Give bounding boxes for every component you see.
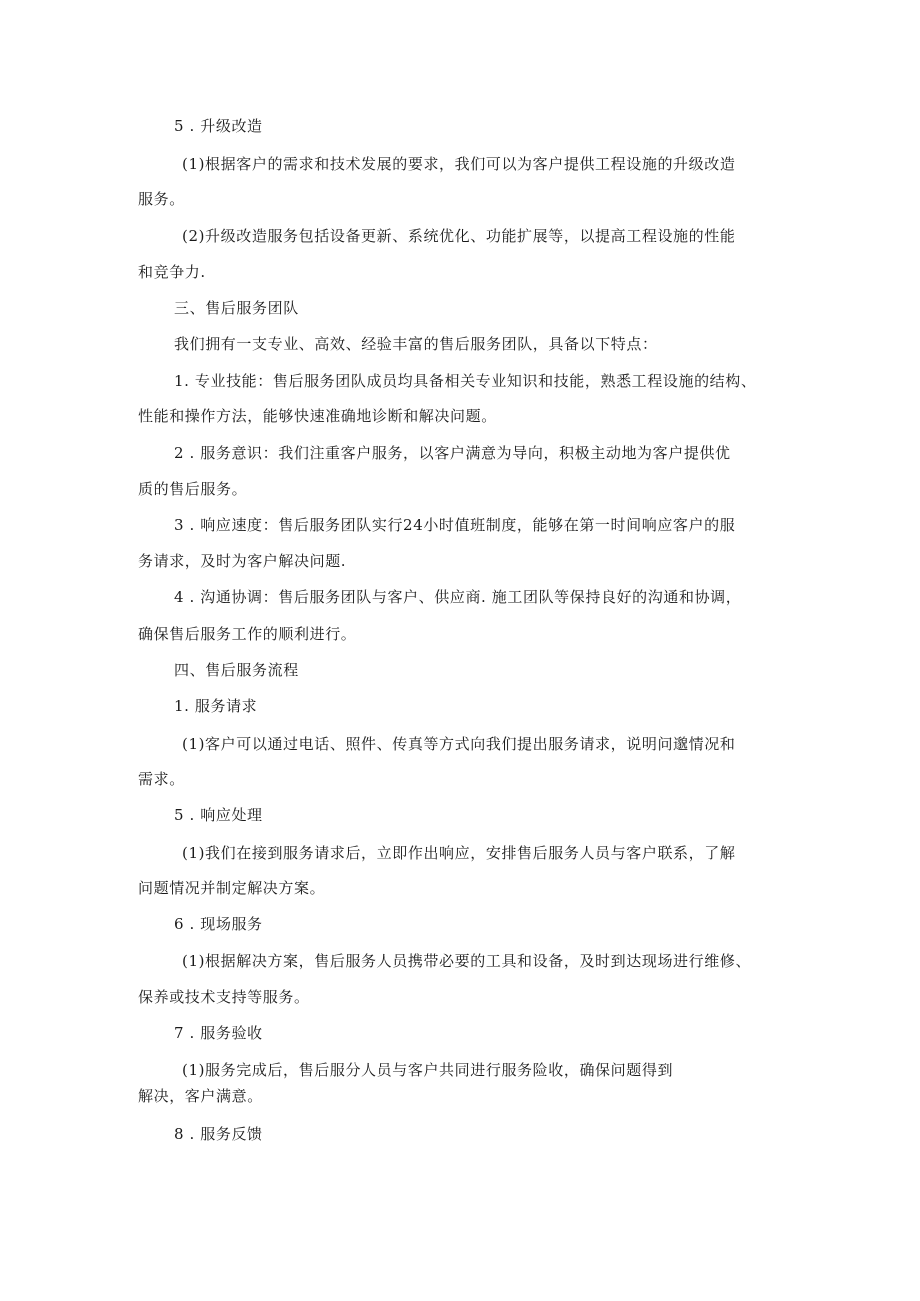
paragraph-line: 务请求，及时为客户解决问题. <box>138 552 347 570</box>
subsection-heading: 8 . 服务反馈 <box>174 1125 263 1143</box>
subsection-heading: 1. 服务请求 <box>174 697 258 715</box>
paragraph-line: (1)客户可以通过电话、照件、传真等方式向我们提出服务请求，说明问邈情况和 <box>182 735 736 753</box>
subsection-heading: 6 . 现场服务 <box>174 915 263 933</box>
paragraph-line: 服务。 <box>138 190 185 208</box>
paragraph-line: (1)服务完成后，售后服分人员与客户共同进行服务险收，确保问题得到 <box>182 1061 674 1079</box>
section-heading: 四、售后服务流程 <box>174 661 299 679</box>
paragraph-line: 3 . 响应速度：售后服务团队实行24小时值班制度，能够在第一时间响应客户的服 <box>174 516 736 534</box>
subsection-heading: 5 . 响应处理 <box>174 806 263 824</box>
paragraph-line: 和竞争力. <box>138 263 206 281</box>
paragraph-line: 我们拥有一支专业、高效、经验丰富的售后服务团队，具备以下特点： <box>174 335 658 353</box>
paragraph-line: 保养或技术支持等服务。 <box>138 988 310 1006</box>
paragraph-line: 2 . 服务意识：我们注重客户服务，以客户满意为导向，积极主动地为客户提供优 <box>174 444 731 462</box>
paragraph-line: (2)升级改造服务包括设备更新、系统优化、功能扩展等，以提高工程设施的性能 <box>182 227 736 245</box>
paragraph-line: 性能和操作方法，能够快速准确地诊断和解决问题。 <box>138 407 497 425</box>
paragraph-line: 解决，客户满意。 <box>138 1087 263 1105</box>
paragraph-line: 确保售后服务工作的顺利进行。 <box>138 625 357 643</box>
subsection-heading: 7 . 服务验收 <box>174 1024 263 1042</box>
section-heading: 三、售后服务团队 <box>174 299 299 317</box>
paragraph-line: 需求。 <box>138 770 185 788</box>
paragraph-line: 1. 专业技能：售后服务团队成员均具备相关专业知识和技能，熟悉工程设施的结构、 <box>174 372 757 390</box>
paragraph-line: 4 . 沟通协调：售后服务团队与客户、供应商. 施工团队等保持良好的沟通和协调， <box>174 588 742 606</box>
paragraph-line: (1)根据客户的需求和技术发展的要求，我们可以为客户提供工程设施的升级改造 <box>182 155 736 173</box>
paragraph-line: (1)我们在接到服务请求后，立即作出响应，安排售后服务人员与客户联系，了解 <box>182 844 736 862</box>
section-heading: 5 . 升级改造 <box>174 117 263 135</box>
paragraph-line: 问题情况并制定解决方案。 <box>138 879 326 897</box>
paragraph-line: (1)根据解决方案，售后服务人员携带必要的工具和设备，及时到达现场进行维修、 <box>182 952 752 970</box>
paragraph-line: 质的售后服务。 <box>138 480 248 498</box>
